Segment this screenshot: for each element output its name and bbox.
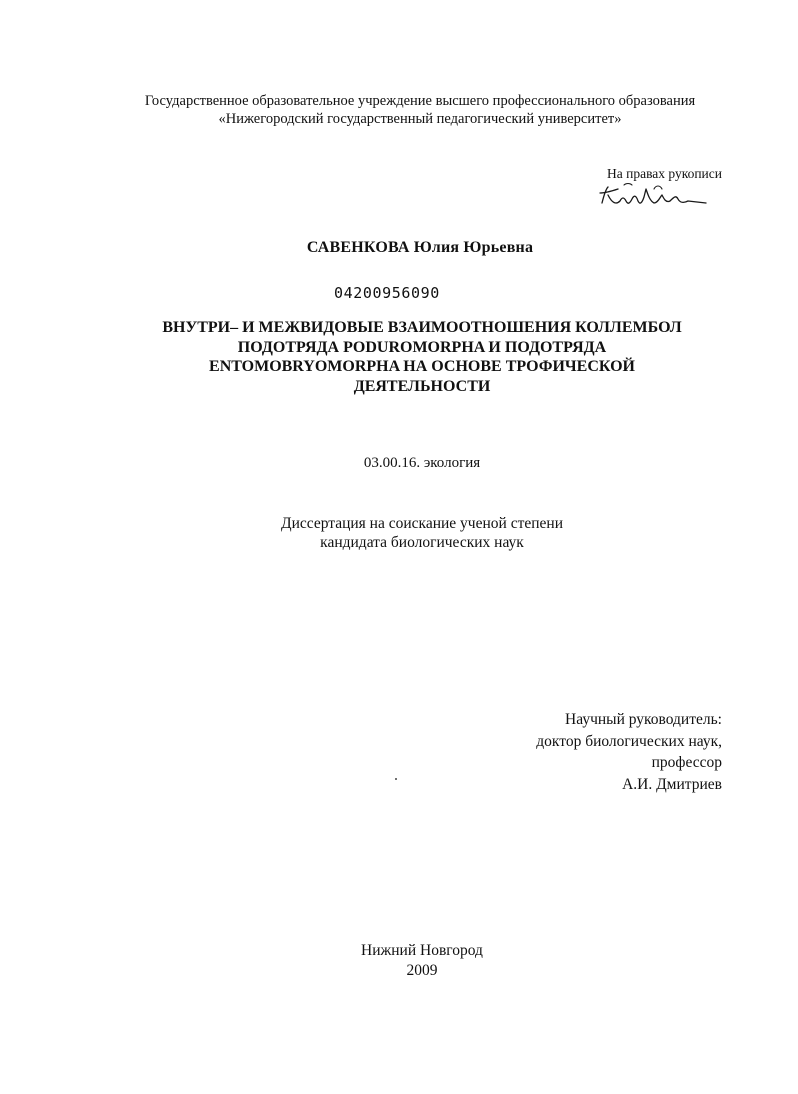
title-line-3: ENTOMOBRYOMORPHA НА ОСНОВЕ ТРОФИЧЕСКОЙ xyxy=(209,358,635,375)
specialty-code: 03.00.16. экология xyxy=(363,455,481,471)
institution-header xyxy=(20,92,798,128)
manuscript-rights-label: На правах рукописи xyxy=(606,166,722,181)
scan-speck xyxy=(395,778,397,780)
institution-line-1: Государственное образовательное учреждение высшего профессионального образования xyxy=(144,93,696,109)
supervisor-name: А.И. Дмитриев xyxy=(622,775,722,793)
supervisor-label: Научный руководитель: xyxy=(565,711,722,728)
author-name: САВЕНКОВА Юлия Юрьевна xyxy=(306,239,534,256)
publication-year: 2009 xyxy=(406,962,438,979)
supervisor-degree: доктор биологических наук, xyxy=(536,732,722,750)
degree-statement xyxy=(22,514,798,552)
supervisor-position: профессор xyxy=(651,754,722,771)
catalog-number: 04200956090 xyxy=(334,284,440,302)
degree-line-2: кандидата биологических наук xyxy=(320,534,524,551)
title-line-2: ПОДОТРЯДА PODUROMORPHA И ПОДОТРЯДА xyxy=(237,338,607,356)
degree-line-1: Диссертация на соискание ученой степени xyxy=(281,515,563,532)
city-name: Нижний Новгород xyxy=(361,942,483,959)
dissertation-title xyxy=(22,318,798,396)
handwritten-signature xyxy=(596,181,708,211)
title-line-4: ДЕЯТЕЛЬНОСТИ xyxy=(353,377,491,395)
footer-place-year xyxy=(22,941,798,981)
title-line-1: ВНУТРИ– И МЕЖВИДОВЫЕ ВЗАИМООТНОШЕНИЯ КОЛЛЕМБОЛ xyxy=(162,319,682,336)
institution-line-2: «Нижегородский государственный педагогический университет» xyxy=(218,111,622,127)
supervisor-block xyxy=(460,709,722,795)
